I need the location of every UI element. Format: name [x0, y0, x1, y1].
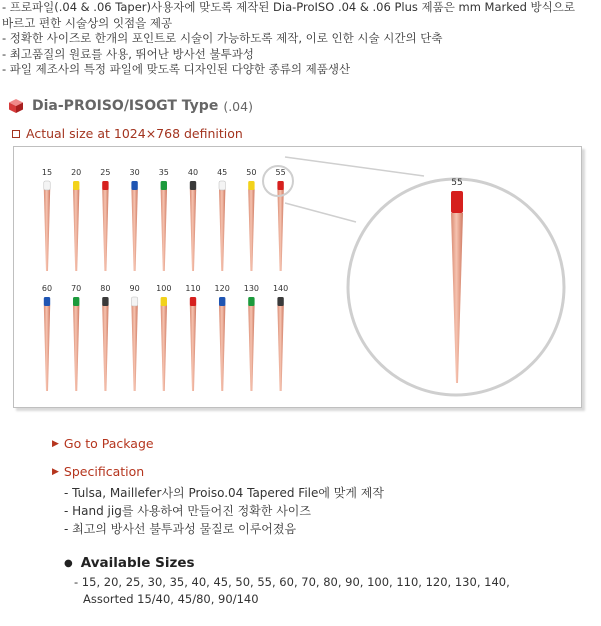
point-size-label: 130	[243, 284, 260, 293]
cube-icon	[8, 98, 24, 114]
point-size-label: 120	[214, 284, 230, 293]
point-color-tip	[161, 181, 167, 190]
go-to-package-link[interactable]	[52, 436, 154, 451]
point-size-label: 70	[71, 284, 82, 293]
point-color-tip	[277, 297, 283, 306]
point-body	[219, 189, 225, 271]
point-body	[190, 305, 196, 391]
point-body	[248, 189, 254, 271]
section-title	[8, 98, 253, 114]
point-color-tip	[248, 297, 254, 306]
zoom-size-label: 55	[451, 178, 463, 188]
point-color-tip	[131, 181, 137, 190]
point-size-label: 60	[41, 284, 53, 293]
point-color-tip	[248, 181, 254, 190]
section-taper: (.04)	[223, 98, 253, 114]
point-color-tip	[73, 181, 79, 190]
point-body	[73, 189, 79, 271]
arrow-right-icon: ▶	[52, 466, 59, 477]
point-body	[248, 305, 254, 391]
square-bullet-icon	[12, 130, 20, 138]
point-color-tip	[73, 297, 79, 306]
product-figure-panel	[13, 146, 582, 408]
sizes-line: Assorted 15/40, 45/80, 90/140	[83, 592, 259, 606]
point-color-tip	[219, 297, 225, 306]
point-size-label: 90	[129, 284, 140, 293]
available-sizes-title: Available Sizes	[80, 555, 195, 571]
point-size-label: 40	[187, 168, 199, 177]
intro-line: - 정확한 사이즈로 한개의 포인트로 시술이 가능하도록 제작, 이로 인한 시술 시간의 단축	[2, 31, 443, 45]
point-body	[131, 305, 137, 391]
point-size-label: 140	[272, 284, 289, 293]
point-size-label: 45	[217, 168, 228, 177]
point-color-tip	[102, 297, 108, 306]
actual-size-text: Actual size at 1024×768 definition	[26, 126, 243, 141]
point-body	[161, 189, 167, 271]
point-color-tip	[190, 297, 196, 306]
point-size-label: 30	[129, 168, 140, 177]
zoom-point-body	[451, 213, 463, 383]
point-color-tip	[44, 297, 50, 306]
point-body	[277, 189, 283, 271]
point-body	[161, 305, 167, 391]
point-color-tip	[190, 181, 196, 190]
point-size-label: 20	[71, 168, 82, 177]
intro-text	[2, 0, 599, 78]
intro-line: - 파일 제조사의 특정 파일에 맞도록 디자인된 다양한 종류의 제품생산	[2, 62, 351, 76]
point-body	[277, 305, 283, 391]
spec-item: - 최고의 방사선 불투과성 물질로 이루어졌음	[64, 522, 297, 536]
point-color-tip	[161, 297, 167, 306]
point-size-label: 100	[156, 284, 172, 293]
available-sizes-heading	[64, 555, 195, 571]
point-size-label: 55	[275, 168, 286, 177]
point-size-label: 35	[158, 168, 169, 177]
specification-link[interactable]	[52, 464, 144, 479]
arrow-right-icon: ▶	[52, 438, 59, 449]
point-body	[219, 305, 225, 391]
section-title-text: Dia-PROISO/ISOGT Type	[32, 98, 219, 114]
specification-text[interactable]: Specification	[63, 464, 145, 479]
spec-item: - Hand jig를 사용하여 만들어진 정확한 사이즈	[64, 504, 311, 518]
point-size-label: 110	[185, 284, 201, 293]
point-color-tip	[131, 297, 137, 306]
point-body	[102, 305, 108, 391]
point-size-label: 50	[246, 168, 257, 177]
point-size-label: 80	[100, 284, 111, 293]
intro-line: - 최고품질의 원료를 사용, 뛰어난 방사선 불투과성	[2, 46, 254, 61]
point-body	[102, 189, 108, 271]
point-color-tip	[102, 181, 108, 190]
available-sizes-list	[74, 574, 510, 608]
point-size-label: 25	[100, 168, 111, 177]
actual-size-caption	[12, 126, 243, 141]
sizes-line: - 15, 20, 25, 30, 35, 40, 45, 50, 55, 60, 70, 80, 90, 100, 110, 120, 130, 140,	[74, 575, 510, 589]
point-color-tip	[277, 181, 283, 190]
intro-line: 바르고 편한 시술상의 잇점을 제공	[2, 15, 173, 30]
point-color-tip	[44, 181, 50, 190]
spec-list	[64, 484, 384, 538]
point-body	[44, 189, 50, 271]
point-body	[73, 305, 79, 391]
zoom-color-tip	[451, 191, 463, 213]
point-body	[190, 189, 196, 271]
point-body	[131, 189, 137, 271]
intro-line: - 프로파일(.04 & .06 Taper)사용자에 맞도록 제작된 Dia-ProISO .04 & .06 Plus 제품은 mm Marked 방식으로	[2, 0, 575, 14]
go-to-package-text[interactable]: Go to Package	[63, 436, 154, 451]
point-color-tip	[219, 181, 225, 190]
point-size-label: 15	[41, 168, 53, 177]
product-figure	[14, 147, 581, 407]
point-body	[44, 305, 50, 391]
spec-item: - Tulsa, Maillefer사의 Proiso.04 Tapered File에 맞게 제작	[64, 486, 384, 500]
bullet-icon: ●	[64, 557, 73, 569]
